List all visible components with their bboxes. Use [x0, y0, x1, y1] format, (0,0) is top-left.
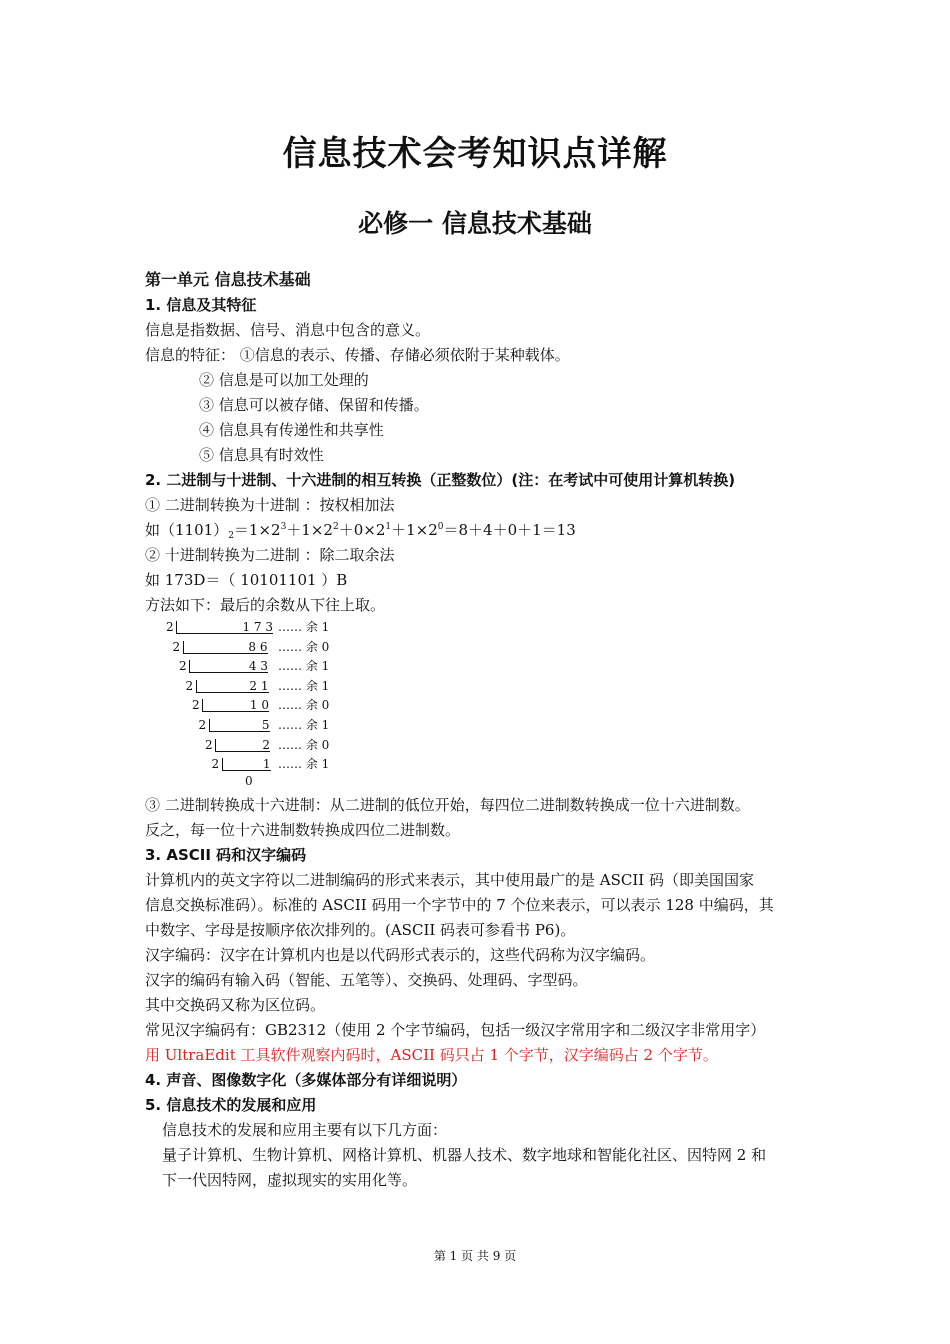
dividend-value: 2	[262, 737, 270, 752]
remainder: …… 余 1	[278, 620, 330, 634]
division-row	[199, 716, 467, 734]
paragraph: 汉字编码：汉字在计算机内也是以代码形式表示的，这些代码称为汉字编码。	[145, 946, 656, 964]
remainder: …… 余 1	[278, 718, 330, 732]
dividend	[183, 641, 268, 654]
paragraph: 常见汉字编码有：GB2312（使用 2 个字节编码，包括一级汉字常用字和二级汉字非常用字）	[145, 1021, 766, 1039]
decimal-to-binary: ② 十进制转换为二进制 ：除二取余法	[145, 546, 395, 564]
paragraph: 下一代因特网，虚拟现实的实用化等。	[162, 1171, 418, 1189]
feature-item: ④ 信息具有传递性和共享性	[199, 421, 384, 439]
remainder: …… 余 0	[278, 737, 330, 752]
dividend	[176, 621, 273, 634]
division-final-quotient: 0	[245, 774, 253, 788]
division-row	[173, 638, 467, 656]
divisor: 2	[205, 737, 213, 752]
division-row	[192, 696, 466, 714]
division-row	[212, 755, 467, 773]
dividend	[222, 758, 271, 771]
section-5-heading: 5. 信息技术的发展和应用	[145, 1096, 317, 1114]
division-row	[166, 618, 466, 636]
dividend-value: 5	[261, 718, 270, 732]
remainder: …… 余 1	[278, 659, 330, 674]
dividend	[209, 719, 270, 732]
dividend	[189, 660, 268, 673]
paragraph: 计算机内的英文字符以二进制编码的形式来表示，其中使用最广的是 ASCII 码（即美国国家	[145, 871, 754, 889]
page-footer: 第 1 页 共 9 页	[433, 1249, 517, 1263]
highlight-note: 用 UltraEdit 工具软件观察内码时，ASCII 码只占 1 个字节，汉字编码占 2 个字节。	[145, 1046, 718, 1064]
dividend	[202, 699, 269, 712]
dividend-value: 8 6	[248, 639, 268, 654]
page-title: 信息技术会考知识点详解	[282, 134, 668, 174]
remainder: …… 余 1	[278, 678, 330, 693]
remainder: …… 余 1	[278, 757, 330, 772]
feature-item: ⑤ 信息具有时效性	[199, 446, 324, 464]
paragraph: 信息交换标准码）。标准的 ASCII 码用一个字节中的 7 个位来表示，可以表示 128 中编码，其	[145, 896, 774, 914]
feature-item: ② 信息是可以加工处理的	[199, 371, 369, 389]
binary-to-decimal-example: 如$(1101)_2=1\times 2^3+1\times 2^2+0\times 2^1+1\times 2^0=8+4+0+1=13$	[145, 521, 576, 541]
divisor: 2	[172, 639, 181, 654]
features-lead: 信息的特征： ①信息的表示、传播、存储必须依附于某种载体。	[145, 346, 570, 364]
dividend-value: 4 3	[248, 659, 268, 674]
section-2-heading: 2. 二进制与十进制、十六进制的相互转换（正整数位）(注：在考试中可使用计算机转换)	[145, 471, 736, 489]
dividend-value: 1 0	[249, 698, 269, 713]
divisor: 2	[211, 757, 220, 772]
feature-item: ③ 信息可以被存储、保留和传播。	[199, 396, 429, 414]
binary-to-decimal: ① 二进制转换为十进制 ：按权相加法	[145, 496, 395, 514]
dividend-value: 1	[262, 757, 271, 772]
paragraph: 其中交换码又称为区位码。	[145, 996, 326, 1014]
section-4-heading: 4. 声音、图像数字化（多媒体部分有详细说明）	[145, 1071, 467, 1089]
method-note: 方法如下：最后的余数从下往上取。	[145, 596, 386, 614]
paragraph: 量子计算机、生物计算机、网格计算机、机器人技术、数字地球和智能化社区、因特网 2 和	[162, 1146, 767, 1164]
remainder: …… 余 0	[278, 698, 330, 713]
hex-to-binary: 反之，每一位十六进制数转换成四位二进制数。	[145, 821, 461, 839]
dividend-value: 2 1	[249, 678, 269, 693]
unit-heading: 第一单元 信息技术基础	[145, 270, 311, 289]
paragraph: 汉字的编码有输入码（智能、五笔等）、交换码、处理码、字型码。	[145, 971, 588, 989]
dividend	[196, 680, 269, 693]
divisor: 2	[198, 718, 207, 732]
decimal-to-binary-example: 如 173D＝（ 10101101 ）B	[145, 571, 348, 589]
dividend	[215, 739, 270, 752]
info-definition: 信息是指数据、信号、消息中包含的意义。	[145, 321, 431, 339]
division-row	[205, 736, 466, 754]
divisor: 2	[166, 620, 174, 634]
divisor: 2	[179, 659, 187, 674]
binary-to-hex: ③ 二进制转换成十六进制：从二进制的低位开始，每四位二进制数转换成一位十六进制数。	[145, 796, 750, 814]
page-subtitle: 必修一 信息技术基础	[358, 209, 592, 238]
dividend-value: 1 7 3	[242, 620, 273, 634]
division-row	[186, 677, 467, 695]
remainder: …… 余 0	[278, 639, 330, 654]
paragraph: 信息技术的发展和应用主要有以下几方面：	[162, 1121, 448, 1139]
divisor: 2	[185, 678, 194, 693]
division-row	[179, 657, 466, 675]
divisor: 2	[192, 698, 200, 713]
paragraph: 中数字、字母是按顺序依次排列的。(ASCII 码表可参看书 P6)。	[145, 921, 576, 939]
section-1-heading: 1. 信息及其特征	[145, 296, 257, 314]
section-3-heading: 3. ASCII 码和汉字编码	[145, 846, 307, 864]
